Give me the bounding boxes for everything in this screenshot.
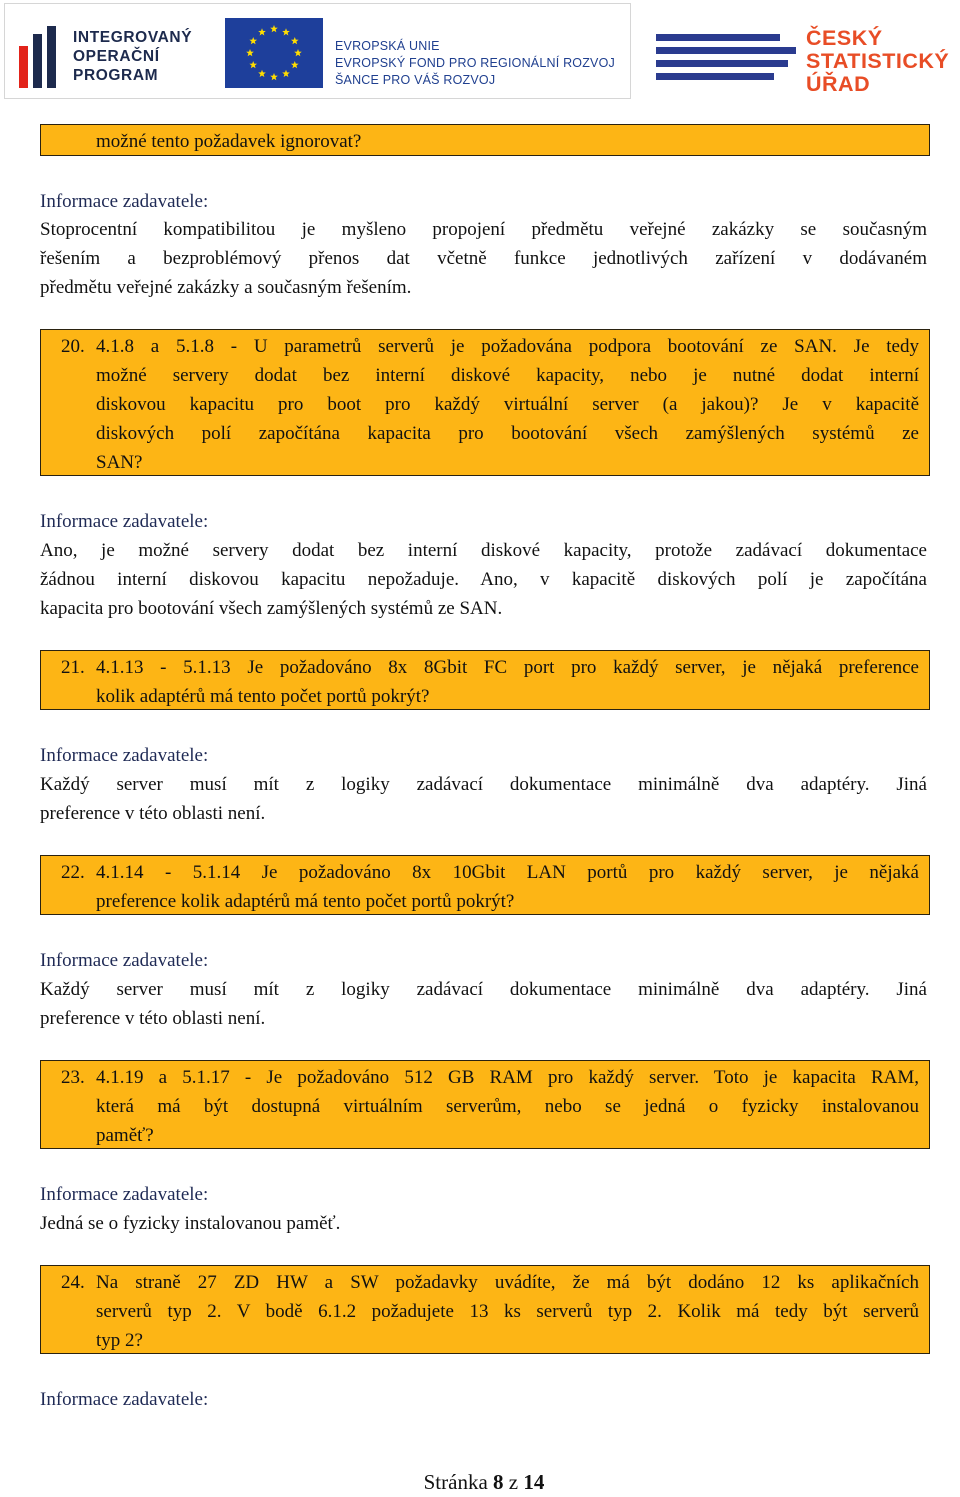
question-box — [40, 329, 930, 476]
csu-logo-text: ČESKÝ STATISTICKÝ ÚŘAD — [806, 26, 950, 96]
question-line: možné tento požadavek ignorovat? — [96, 131, 362, 152]
answer-text: Každý server musí mít z logiky zadávací dokumentace minimálně dva adaptéry. Jiná preference v této oblasti není. — [40, 979, 927, 1029]
answer-label: Informace zadavatele: — [40, 745, 209, 766]
question-line: 22. 4.1.14 - 5.1.14 Je požadováno 8x 10Gbit LAN portů pro každý server, je nějaká — [61, 858, 919, 887]
answer-label: Informace zadavatele: — [40, 1389, 209, 1410]
answer-text: Každý server musí mít z logiky zadávací dokumentace minimálně dva adaptéry. Jiná preference v této oblasti není. — [40, 774, 927, 824]
csu-logo-stripe — [656, 73, 774, 80]
question-line: diskových polí započítána kapacita pro bootování všech zamýšlených systémů ze — [96, 423, 919, 444]
answer-label: Informace zadavatele: — [40, 1184, 209, 1205]
question-number: 20. — [61, 336, 85, 357]
question-line: možné servery dodat bez interní diskové kapacity, nebo je nutné dodat interní — [96, 365, 919, 386]
question-box — [40, 855, 930, 915]
question-box — [40, 124, 930, 156]
csu-logo-stripe — [656, 60, 788, 67]
answer-label: Informace zadavatele: — [40, 950, 209, 971]
answer-text: Jedná se o fyzicky instalovanou paměť. — [40, 1213, 341, 1234]
question-line: typ 2? — [96, 1330, 143, 1351]
iop-bars-icon — [19, 26, 61, 88]
question-line: 24. Na straně 27 ZD HW a SW požadavky uvádíte, že má být dodáno 12 ks aplikačních — [61, 1268, 919, 1297]
question-line: 20. 4.1.8 a 5.1.8 - U parametrů serverů je požadována podpora bootování ze SAN. Je tedy — [61, 332, 919, 361]
question-line: která má být dostupná virtuálním serverům, nebo se jedná o fyzicky instalovanou — [96, 1096, 919, 1117]
page-footer: Stránka 8 z 14 — [423, 1470, 545, 1494]
question-line: diskovou kapacitu pro boot pro každý virtuální server (a jakou)? Je v kapacitě — [96, 394, 919, 415]
iop-eu-logo-panel — [4, 3, 631, 99]
question-number: 22. — [61, 862, 85, 883]
answer-label: Informace zadavatele: — [40, 511, 209, 532]
answer-label: Informace zadavatele: — [40, 191, 209, 212]
answer-text: Ano, je možné servery dodat bez interní diskové kapacity, protože zadávací dokumentace žádnou interní diskovou kapacitu nepožaduje. Ano, v kapacitě diskových polí je započítána kapacita pro bootování všech zamýšlených systémů ze SAN. — [40, 540, 927, 619]
iop-logo-text: INTEGROVANÝ OPERAČNÍ PROGRAM — [73, 29, 193, 84]
question-line: paměť? — [96, 1125, 154, 1146]
question-number: 21. — [61, 657, 85, 678]
question-line: kolik adaptérů má tento počet portů pokrýt? — [96, 686, 430, 707]
question-line: SAN? — [96, 452, 143, 473]
total-pages: 14 — [523, 1470, 545, 1494]
question-line: preference kolik adaptérů má tento počet portů pokrýt? — [96, 891, 515, 912]
question-box — [40, 1265, 930, 1354]
question-box — [40, 650, 930, 710]
question-box — [40, 1060, 930, 1149]
question-number: 23. — [61, 1067, 85, 1088]
question-number: 24. — [61, 1272, 85, 1293]
current-page: 8 — [493, 1470, 504, 1494]
csu-logo-stripe — [656, 47, 796, 54]
question-line: serverů typ 2. V bodě 6.1.2 požadujete 13 ks serverů typ 2. Kolik má tedy být serverů — [96, 1301, 919, 1322]
eu-flag-icon — [225, 18, 323, 88]
eu-logo-text: EVROPSKÁ UNIE EVROPSKÝ FOND PRO REGIONÁLNÍ ROZVOJ ŠANCE PRO VÁŠ ROZVOJ — [335, 39, 615, 87]
answer-text: Stoprocentní kompatibilitou je myšleno propojení předmětu veřejné zakázky se současným řešením a bezproblémový přenos dat včetně funkce jednotlivých zařízení v dodávaném předmětu veřejné zakázky a současným řešením. — [40, 219, 927, 298]
question-line: 21. 4.1.13 - 5.1.13 Je požadováno 8x 8Gbit FC port pro každý server, je nějaká preference — [61, 653, 919, 682]
csu-logo-stripe — [656, 34, 780, 41]
question-line: 23. 4.1.19 a 5.1.17 - Je požadováno 512 GB RAM pro každý server. Toto je kapacita RAM, — [61, 1063, 919, 1092]
